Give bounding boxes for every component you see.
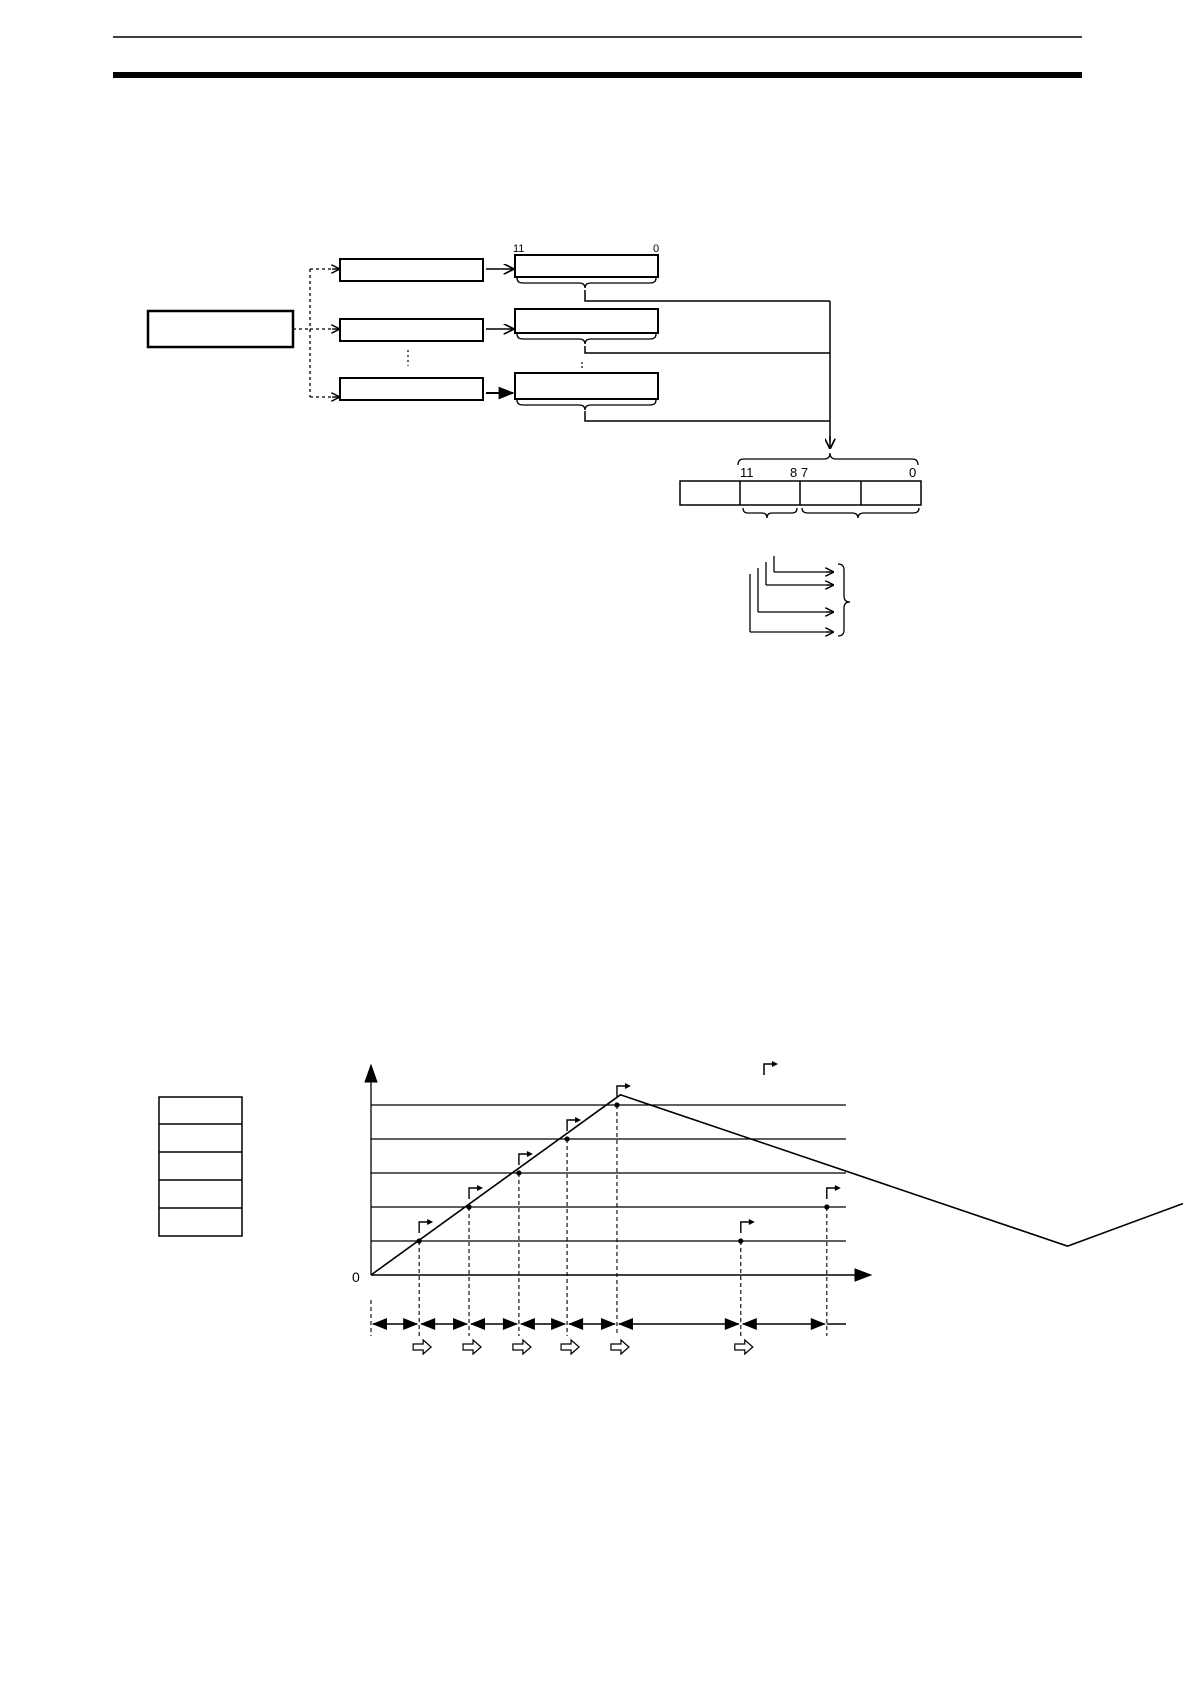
value-polyline: [371, 1095, 1183, 1275]
origin-label: 0: [352, 1269, 360, 1285]
crossing-flag-head-5: [625, 1083, 631, 1089]
interval-head-right-4: [551, 1318, 566, 1330]
collector-lines: [585, 290, 830, 441]
bit-box-2: [515, 309, 658, 333]
interval-head-right-3: [503, 1318, 518, 1330]
interval-head-left-4: [520, 1318, 535, 1330]
interval-head-left-2: [420, 1318, 435, 1330]
crossing-flag-head-6: [749, 1219, 755, 1225]
crossing-flag-head-7: [835, 1185, 841, 1191]
interval-head-left-5: [568, 1318, 583, 1330]
legend-flag-icon-head: [772, 1061, 778, 1067]
brace-1: [517, 278, 656, 288]
interval-head-right-6: [725, 1318, 740, 1330]
shift-arrow-6: [735, 1340, 753, 1354]
crossing-point-4: [564, 1136, 569, 1141]
combined-brace: [738, 453, 918, 465]
brace-3: [517, 400, 656, 410]
source-box: [148, 311, 293, 347]
shift-arrow-1: [413, 1340, 431, 1354]
combined-bit-label-87: 8 7: [790, 465, 809, 480]
crossing-point-1: [417, 1238, 422, 1243]
x-axis-arrow: [855, 1269, 871, 1281]
bit-box-3: [515, 373, 658, 399]
crossing-point-5: [614, 1102, 619, 1107]
word-box-1: [340, 259, 483, 281]
crossing-point-7: [824, 1204, 829, 1209]
brace-2: [517, 334, 656, 344]
shift-arrows: [413, 1340, 753, 1354]
digit-brace-left: [743, 508, 797, 518]
crossing-point-2: [466, 1204, 471, 1209]
dotted-branch: [293, 269, 338, 397]
shift-arrow-3: [513, 1340, 531, 1354]
digit-brace-right: [802, 508, 919, 518]
crossing-point-3: [516, 1170, 521, 1175]
interval-head-right-2: [453, 1318, 468, 1330]
y-axis-arrow: [365, 1065, 377, 1082]
crossing-flag-2: [469, 1188, 478, 1199]
crossing-point-6: [738, 1238, 743, 1243]
crossing-flag-head-4: [575, 1117, 581, 1123]
interval-head-right-5: [601, 1318, 616, 1330]
value-line: [371, 1095, 1183, 1275]
bit-label-high: 11: [513, 243, 525, 255]
data-flow-diagram: [148, 255, 921, 636]
interval-arrows: [371, 1300, 846, 1336]
interval-head-left-1: [372, 1318, 387, 1330]
level-lines: [371, 1105, 846, 1241]
word-box-2: [340, 319, 483, 341]
interval-head-left-7: [742, 1318, 757, 1330]
bit-label-low: 0: [653, 243, 660, 255]
crossing-flag-head-3: [527, 1151, 533, 1157]
crossing-flag-head-1: [427, 1219, 433, 1225]
bit-box-1: [515, 255, 658, 277]
interval-head-right-1: [403, 1318, 418, 1330]
shift-arrow-4: [561, 1340, 579, 1354]
crossing-flag-6: [741, 1222, 750, 1233]
interval-head-left-6: [618, 1318, 633, 1330]
combined-bit-label-11: 11: [740, 465, 754, 480]
bit-fanout-lines: [750, 556, 830, 632]
bit-fanout-brace: [838, 564, 850, 636]
combined-bit-label-0: 0: [909, 465, 917, 480]
crossing-flag-7: [827, 1188, 836, 1199]
interval-head-left-3: [470, 1318, 485, 1330]
shift-arrow-2: [463, 1340, 481, 1354]
interval-head-right-7: [811, 1318, 826, 1330]
word-box-3: [340, 378, 483, 400]
shift-arrow-5: [611, 1340, 629, 1354]
crossing-flag-head-2: [477, 1185, 483, 1191]
level-table: [159, 1097, 242, 1236]
crossing-flag-1: [419, 1222, 428, 1233]
